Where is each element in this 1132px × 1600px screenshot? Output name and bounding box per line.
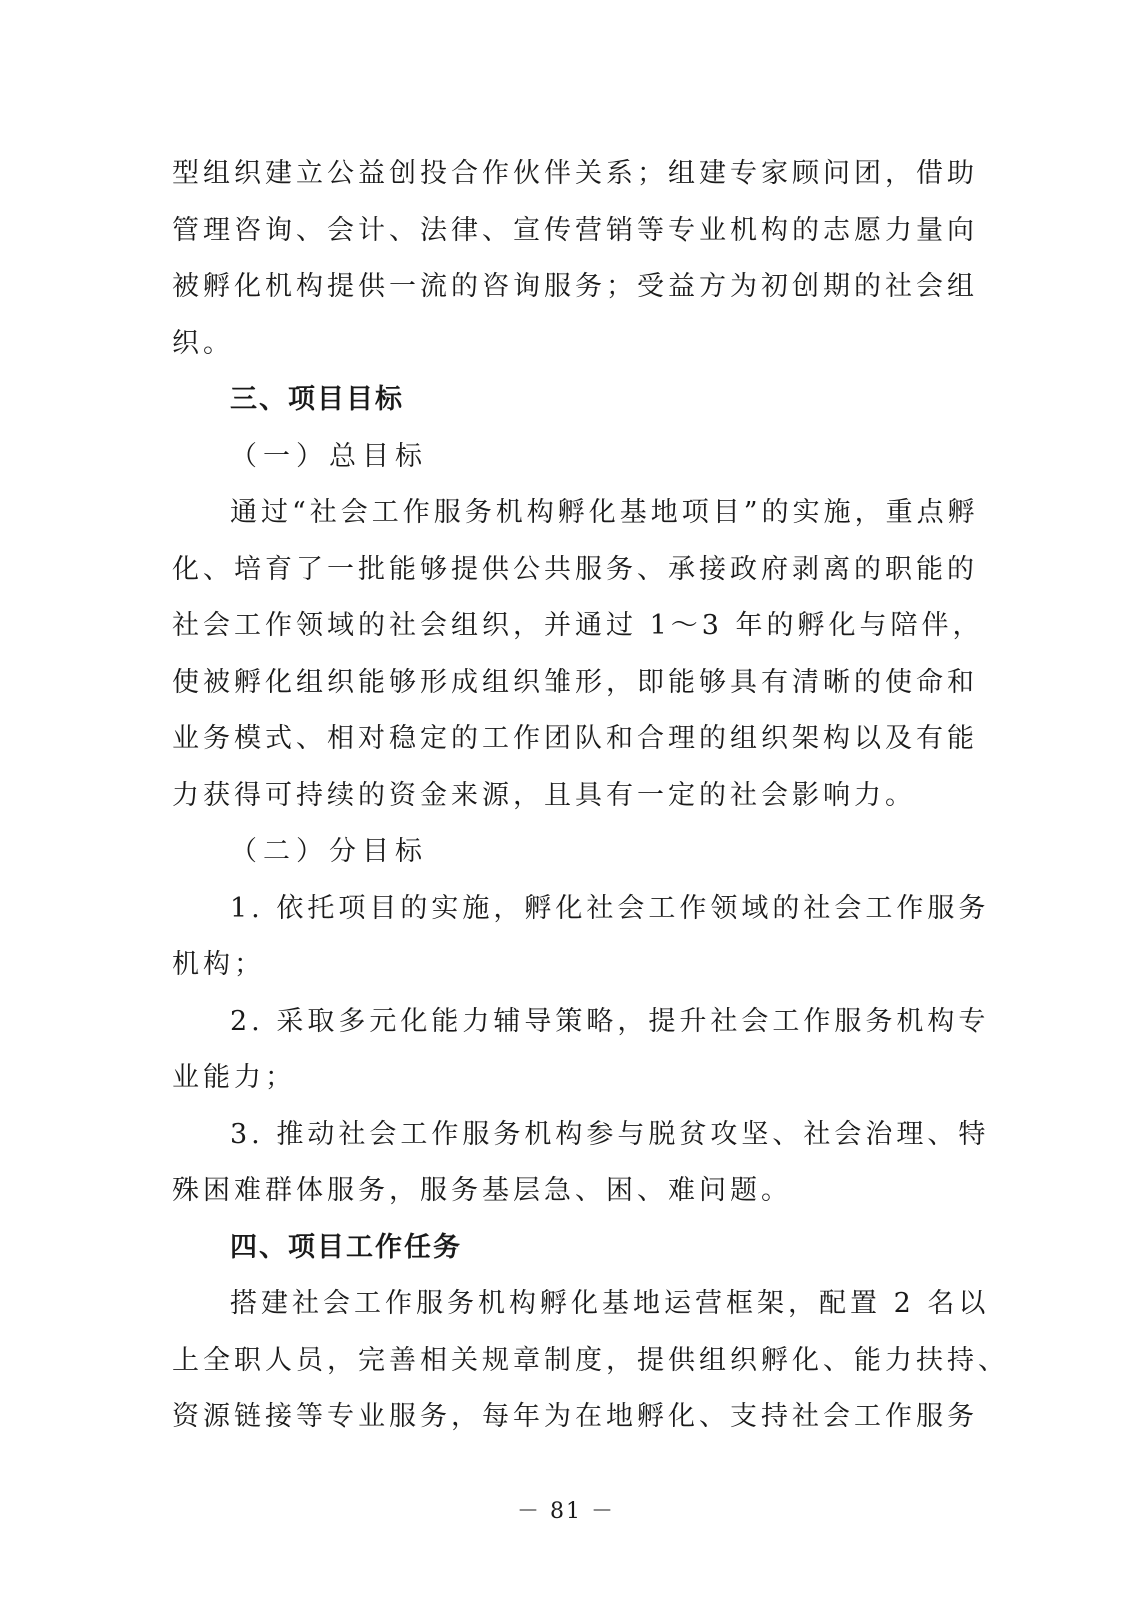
section-heading-tasks: 四、项目工作任务	[230, 1231, 462, 1263]
paragraph-line: 搭建社会工作服务机构孵化基地运营框架，配置 2 名以	[230, 1288, 990, 1319]
paragraph-line: 管理咨询、会计、法律、宣传营销等专业机构的志愿力量向	[172, 214, 978, 246]
paragraph-line: 力获得可持续的资金来源，且具有一定的社会影响力。	[172, 779, 916, 811]
section-heading-objectives: 三、项目目标	[230, 384, 404, 415]
list-item-line: 殊困难群体服务，服务基层急、困、难问题。	[172, 1175, 792, 1206]
list-item-line: 业能力；	[172, 1062, 296, 1093]
body-text	[172, 146, 1009, 1446]
list-item-line: 2. 采取多元化能力辅导策略，提升社会工作服务机构专	[230, 1005, 990, 1037]
page-number: － 81 －	[517, 1499, 615, 1524]
list-item-line: 3. 推动社会工作服务机构参与脱贫攻坚、社会治理、特	[230, 1118, 990, 1150]
subsection-heading-overall-goal: （一）总目标	[230, 440, 428, 472]
paragraph-line: 型组织建立公益创投合作伙伴关系；组建专家顾问团，借助	[172, 158, 978, 189]
paragraph-line: 使被孵化组织能够形成组织雏形，即能够具有清晰的使命和	[172, 666, 978, 698]
paragraph-line: 社会工作领域的社会组织，并通过 1～3 年的孵化与陪伴，	[172, 610, 984, 641]
paragraph-line: 上全职人员，完善相关规章制度，提供组织孵化、能力扶持、	[172, 1344, 1009, 1376]
paragraph-line: 业务模式、相对稳定的工作团队和合理的组织架构以及有能	[172, 723, 978, 754]
paragraph-line: 通过“社会工作服务机构孵化基地项目”的实施，重点孵	[230, 497, 979, 528]
subsection-heading-sub-goals: （二）分目标	[230, 836, 428, 867]
paragraph-line: 资源链接等专业服务，每年为在地孵化、支持社会工作服务	[172, 1401, 978, 1432]
paragraph-line: 化、培育了一批能够提供公共服务、承接政府剥离的职能的	[172, 553, 978, 585]
list-item-line: 1. 依托项目的实施，孵化社会工作领域的社会工作服务	[230, 892, 990, 924]
paragraph-line: 织。	[172, 327, 234, 359]
list-item-line: 机构；	[172, 949, 265, 980]
paragraph-line: 被孵化机构提供一流的咨询服务；受益方为初创期的社会组	[172, 271, 978, 302]
